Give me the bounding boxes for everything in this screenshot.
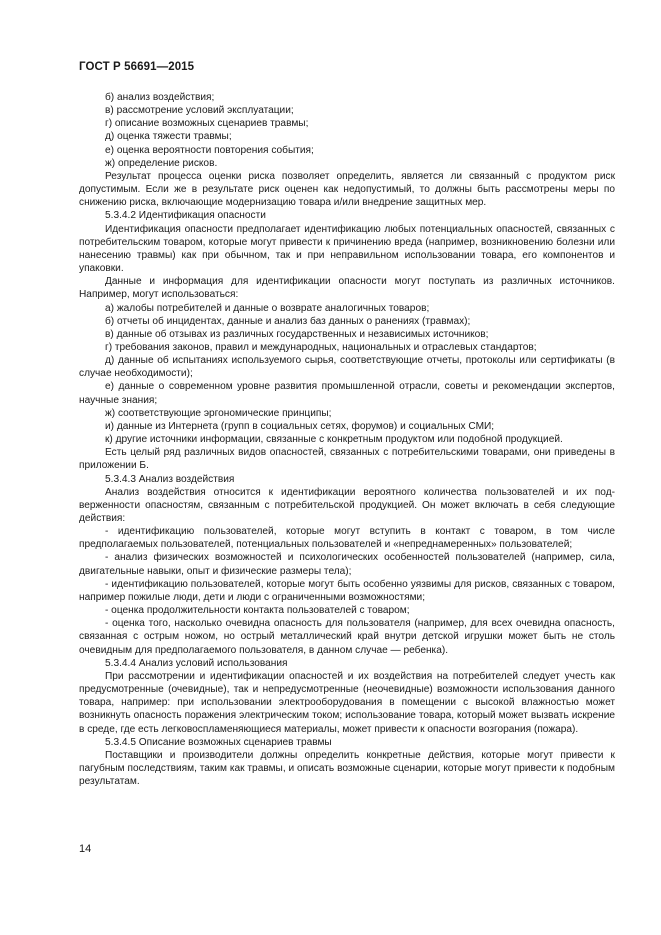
list-item: - идентификацию пользователей, которые могут вступить в контакт с товаром, в том числе предполагаемых пользователей, потенциальных пользователей и «непреднамеренных» пользователей; xyxy=(79,526,615,551)
list-item: ж) определение рисков. xyxy=(105,157,218,169)
section-heading: 5.3.4.2 Идентификация опасности xyxy=(105,210,266,222)
paragraph: Анализ воздействия относится к идентификации вероятного количества пользователей и их подверженности опасностям, связанным с потребительской продукцией. Он может включать в себя следующие действия: xyxy=(79,486,615,524)
list-item: г) описание возможных сценариев травмы; xyxy=(105,118,309,130)
list-item: а) жалобы потребителей и данные о возврате аналогичных товаров; xyxy=(105,302,430,314)
list-item: д) данные об испытаниях используемого сырья, соответствующие отчеты, протоколы или сертификаты (в случае необходимости); xyxy=(79,355,615,380)
paragraph: Результат процесса оценки риска позволяет определить, является ли связанный с продуктом риск допустимым. Если же в результате риск оценен как недопустимый, то должны быть рассмотрены меры по снижению риска, включающие модернизацию товара и/или внедрение защитных мер. xyxy=(79,170,615,209)
list-item: и) данные из Интернета (групп в социальных сетях, форумов) и социальных СМИ; xyxy=(105,420,495,432)
list-item: б) анализ воздействия; xyxy=(105,92,215,103)
list-item: б) отчеты об инцидентах, данные и анализ баз данных о ранениях (травмах); xyxy=(105,315,471,327)
list-item: в) данные об отзывах из различных государственных и независимых источников; xyxy=(105,328,489,340)
paragraph: Данные и информация для идентификации опасности могут поступать из различных источников. Например, могут использоваться: xyxy=(79,276,615,301)
section-heading: 5.3.4.4 Анализ условий использования xyxy=(105,657,288,669)
paragraph: Идентификация опасности предполагает идентификацию любых потенциальных опасностей, связанных с потребительским товаром, которые могут привести к причинению вреда (например, возникновению болезни или нанесению травмы) как при обычном, так и при неправильном использовании товара, его компонентов и упаковки. xyxy=(79,223,615,275)
section-heading: 5.3.4.3 Анализ воздействия xyxy=(105,473,235,485)
list-item: - оценка того, насколько очевидна опасность для пользователя (например, для всех очевидна опасность, связанная с острым ножом, но острый металлический край внутри детской игрушки может быть не столь очевидным для предполагаемого пользователя, в данном случае — ребенка). xyxy=(79,618,615,656)
list-item: д) оценка тяжести травмы; xyxy=(105,131,232,143)
paragraph: Есть целый ряд различных видов опасностей, связанных с потребительскими товарами, они приведены в приложении Б. xyxy=(79,447,615,472)
list-item: в) рассмотрение условий эксплуатации; xyxy=(105,105,294,117)
document-header: ГОСТ Р 56691—2015 xyxy=(79,61,195,73)
paragraph: Поставщики и производители должны определить конкретные действия, которые могут привести к пагубным последствиям, таким как травмы, и описать возможные сценарии, которые могут привести к подобным результатам. xyxy=(79,749,615,788)
list-item: - анализ физических возможностей и психологических особенностей пользователей (например, сила, двигательные навыки, опыт и физические размеры тела); xyxy=(79,552,615,577)
list-item: г) требования законов, правил и международных, национальных и отраслевых стандартов; xyxy=(105,341,537,353)
list-item: - оценка продолжительности контакта пользователей с товаром; xyxy=(105,605,410,617)
paragraph: При рассмотрении и идентификации опасностей и их воздействия на потребителей следует учесть как предусмотренные (очевидные), так и непредусмотренные (неочевидные) возможности использования данного товара, например: при использовании электрооборудования в помещении с высокой влажностью может возникнуть опасность поражения электрическим током; использование товара, который может вызвать искрение в среде, где есть легковоспламеняющиеся материалы, может привести к опасности возгорания (пожара). xyxy=(79,670,615,735)
document-body xyxy=(79,91,615,788)
page-number: 14 xyxy=(79,843,92,855)
list-item: е) оценка вероятности повторения события; xyxy=(105,144,314,156)
list-item: ж) соответствующие эргономические принципы; xyxy=(105,407,332,419)
section-heading: 5.3.4.5 Описание возможных сценариев травмы xyxy=(105,736,332,748)
list-item: е) данные о современном уровне развития промышленной отрасли, советы и рекомендации экспертов, научные знания; xyxy=(79,381,615,406)
list-item: к) другие источники информации, связанные с конкретным продуктом или подобной продукцией. xyxy=(105,434,563,446)
list-item: - идентификацию пользователей, которые могут быть особенно уязвимы для рисков, связанных с товаром, например пожилые люди, дети и люди с ограниченными возможностями; xyxy=(79,578,615,603)
